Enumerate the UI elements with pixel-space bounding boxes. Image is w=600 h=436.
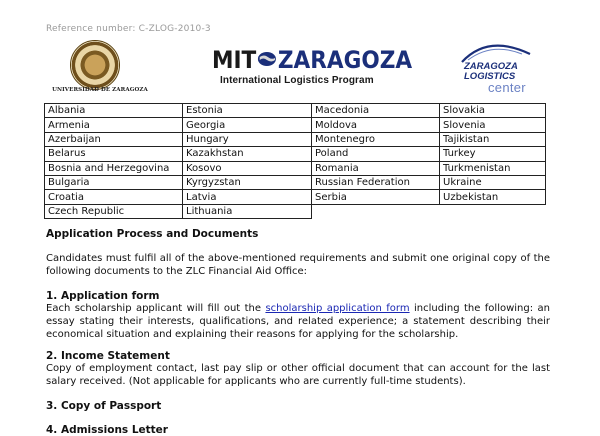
table-row	[45, 161, 546, 175]
country-cell: Czech Republic	[45, 204, 183, 218]
eligible-countries-table	[44, 103, 546, 219]
country-cell: Uzbekistan	[440, 190, 546, 204]
country-cell: Macedonia	[312, 104, 440, 118]
table-row	[45, 204, 546, 218]
country-cell: Slovenia	[440, 118, 546, 132]
country-cell: Turkmenistan	[440, 161, 546, 175]
country-cell: Kosovo	[183, 161, 312, 175]
country-cell: Turkey	[440, 147, 546, 161]
country-cell: Bosnia and Herzegovina	[45, 161, 183, 175]
zlc-line2: LOGISTICS	[464, 71, 516, 82]
country-cell	[312, 204, 440, 218]
universidad-de-zaragoza-logo	[50, 40, 150, 96]
admissions-letter-heading: 4. Admissions Letter	[46, 424, 168, 436]
application-form-text-end: including the following: an essay stating their interests, qualifications, and related experience; a statement describing their economical situation and explaining their reasons for applying for the scholarship.	[46, 303, 550, 340]
country-cell: Serbia	[312, 190, 440, 204]
table-row	[45, 132, 546, 146]
country-cell: Belarus	[45, 147, 183, 161]
program-subtitle: International Logistics Program	[220, 75, 374, 86]
globe-icon	[257, 51, 277, 67]
university-name: UNIVERSIDAD DE ZARAGOZA	[52, 87, 148, 93]
country-cell: Tajikistan	[440, 132, 546, 146]
country-cell: Lithuania	[183, 204, 312, 218]
application-form-heading: 1. Application form	[46, 290, 160, 302]
country-cell: Hungary	[183, 132, 312, 146]
country-cell: Albania	[45, 104, 183, 118]
country-cell: Moldova	[312, 118, 440, 132]
passport-heading: 3. Copy of Passport	[46, 400, 162, 412]
country-cell: Slovakia	[440, 104, 546, 118]
zaragoza-logo-text: ZARAGOZA	[277, 46, 413, 74]
country-cell: Azerbaijan	[45, 132, 183, 146]
reference-number: Reference number: C-ZLOG-2010-3	[46, 24, 211, 34]
mit-zaragoza-logo	[212, 46, 413, 98]
section-heading: Application Process and Documents	[46, 228, 259, 240]
university-seal-icon	[70, 40, 120, 90]
country-cell	[440, 204, 546, 218]
scholarship-application-form-link[interactable]: scholarship application form	[265, 303, 410, 314]
country-cell: Croatia	[45, 190, 183, 204]
table-row	[45, 190, 546, 204]
zaragoza-logistics-center-logo	[452, 42, 536, 98]
country-cell: Armenia	[45, 118, 183, 132]
table-row	[45, 175, 546, 189]
country-cell: Kyrgyzstan	[183, 175, 312, 189]
country-cell: Bulgaria	[45, 175, 183, 189]
table-row	[45, 118, 546, 132]
country-cell: Ukraine	[440, 175, 546, 189]
application-form-paragraph	[46, 302, 550, 341]
country-cell: Romania	[312, 161, 440, 175]
country-cell: Estonia	[183, 104, 312, 118]
income-statement-paragraph: Copy of employment contact, last pay slip or other official document that can account for the last salary received. (Not applicable for applicants who are currently full-time students).	[46, 363, 550, 387]
mit-logo-text: MIT	[212, 46, 257, 74]
application-form-text-start: Each scholarship applicant will fill out the	[46, 303, 266, 314]
income-statement-heading: 2. Income Statement	[46, 350, 170, 362]
country-cell: Russian Federation	[312, 175, 440, 189]
country-cell: Georgia	[183, 118, 312, 132]
zlc-line1: ZARAGOZA	[464, 61, 518, 72]
table-row	[45, 147, 546, 161]
country-cell: Latvia	[183, 190, 312, 204]
country-cell: Poland	[312, 147, 440, 161]
zlc-line3: center	[488, 80, 526, 95]
country-cell: Kazakhstan	[183, 147, 312, 161]
intro-paragraph: Candidates must fulfil all of the above-mentioned requirements and submit one original copy of the following documents to the ZLC Financial Aid Office:	[46, 253, 550, 277]
table-row	[45, 104, 546, 118]
country-cell: Montenegro	[312, 132, 440, 146]
